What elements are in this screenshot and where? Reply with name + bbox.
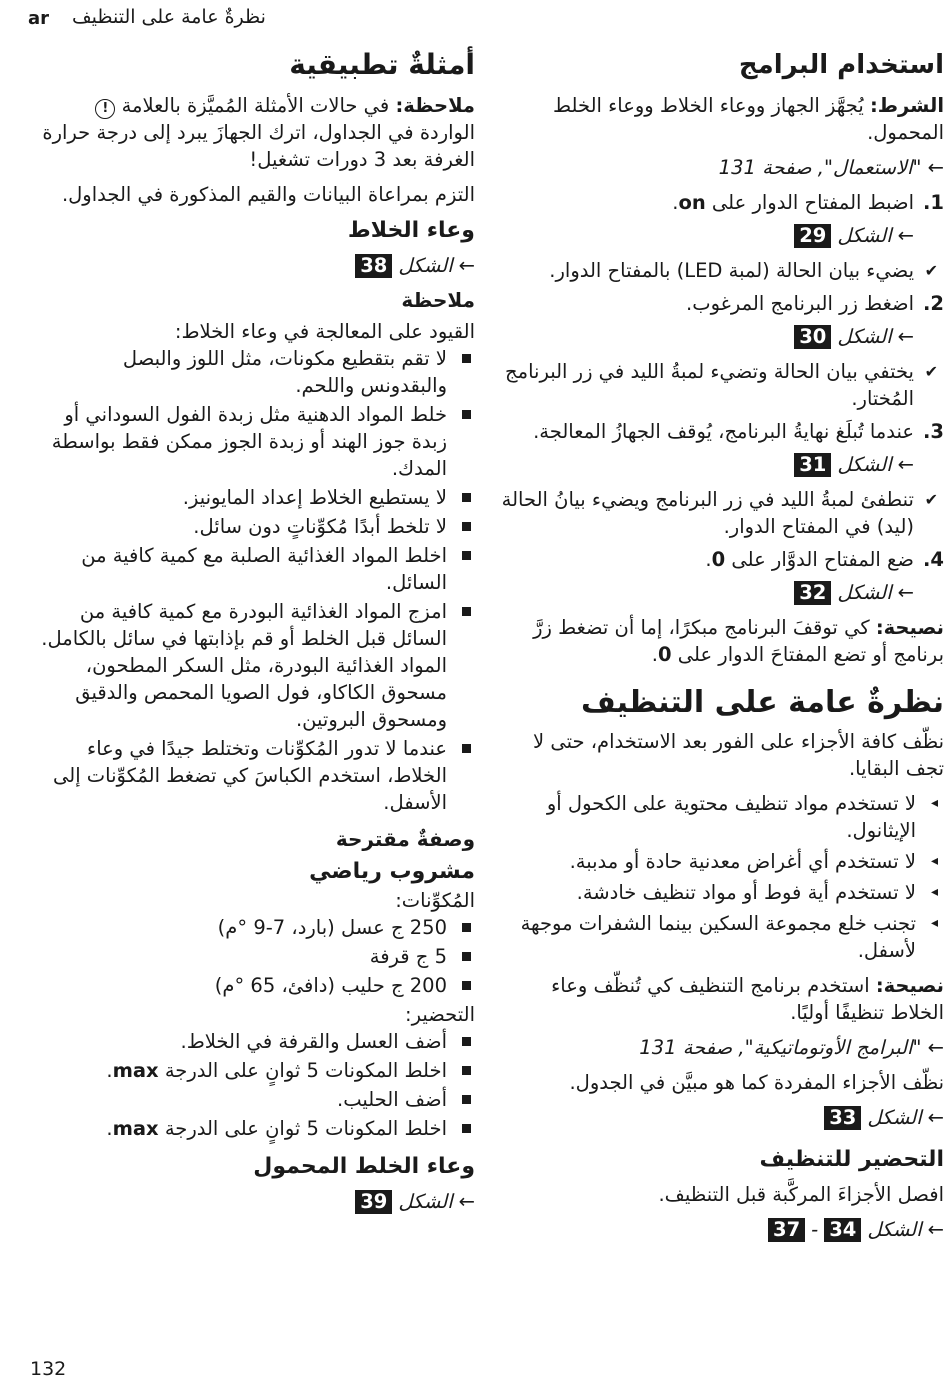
list-item-text: أضف الحليب.: [337, 1088, 447, 1111]
step-2: [499, 290, 944, 317]
step-text: ضع المفتاح الدوَّار على: [725, 548, 914, 571]
result-text: تنطفئ لمبةُ الليد في زر البرنامج ويضيء بيانُ الحالة (ليد) في المفتاح الدوار.: [501, 488, 914, 538]
note-heading: ملاحظة: [401, 288, 475, 312]
section-title-blender-jug: وعاء الخلاط: [347, 218, 475, 243]
result-item: [499, 486, 944, 540]
list-item-text: لا تستخدم أية فوط أو مواد تنظيف خادشة.: [576, 881, 916, 904]
result-item: [499, 358, 944, 412]
step-4: [499, 546, 944, 573]
list-item: [499, 879, 944, 906]
triangle-bullet-icon: ◂: [930, 795, 938, 811]
figure-number: 33: [824, 1106, 861, 1130]
list-item: [35, 914, 475, 941]
program-steps: [499, 189, 944, 606]
square-bullet-icon: [462, 952, 471, 961]
figure-label: الشكل: [867, 1218, 922, 1241]
list-item: [35, 943, 475, 970]
square-bullet-icon: [462, 923, 471, 932]
arrow-icon: ←: [897, 224, 914, 247]
list-item-text: اخلط المكونات 5 ثوانٍ على الدرجة: [158, 1059, 447, 1082]
tip-text: استخدم برنامج التنظيف كي تُنظّف وعاء الخلاط تنظيفًا أوليًا.: [551, 974, 944, 1024]
preparation-label: التحضير:: [405, 1003, 475, 1026]
square-bullet-icon: [462, 744, 471, 753]
step-number: 3.: [923, 420, 944, 443]
restrictions-list: [35, 345, 475, 816]
step-text: اضبط المفتاح الدوار على: [705, 191, 914, 214]
note-text: الواردة في الجداول، اترك الجهازَ يبرد إلى درجة حرارة الغرفة بعد 3 دورات تشغيل!: [42, 121, 475, 171]
tip-label: نصيحة:: [875, 616, 944, 639]
tip-cleaning-program: [499, 972, 944, 1026]
figure-ref-39: [35, 1188, 475, 1215]
list-item-text: خلط المواد الدهنية مثل زبدة الفول السوداني أو زبدة جوز الهند أو زبدة الجوز ممكن فقط بواسطة المدك.: [51, 403, 447, 480]
reference-text: "الاستعمال", صفحة 131: [718, 156, 922, 179]
figure-label: الشكل: [398, 1190, 453, 1213]
list-item: [35, 401, 475, 482]
list-item-text: لا يستطيع الخلاط إعداد المايونيز.: [182, 486, 447, 509]
note-label: ملاحظة:: [395, 94, 475, 117]
obey-values-text: التزم بمراعاة البيانات والقيم المذكورة في الجداول.: [61, 183, 475, 206]
step-number: 2.: [923, 292, 944, 315]
list-item-text: لا تستخدم مواد تنظيف محتوية على الكحول أو الإيثانول.: [546, 792, 916, 842]
list-item: [35, 735, 475, 816]
triangle-bullet-icon: ◂: [930, 853, 938, 869]
square-bullet-icon: [462, 981, 471, 990]
result-text: يختفي بيان الحالة وتضيء لمبةُ الليد في زر البرنامج المُختار.: [505, 360, 914, 410]
list-item: [35, 345, 475, 399]
square-bullet-icon: [462, 607, 471, 616]
figure-number: 38: [355, 254, 392, 278]
step-text-end: .: [672, 191, 679, 214]
arrow-icon: ←: [897, 325, 914, 348]
figure-label: الشكل: [837, 453, 892, 476]
list-item: [35, 598, 475, 733]
square-bullet-icon: [462, 522, 471, 531]
tip-value: 0: [657, 643, 672, 666]
list-item: [35, 1086, 475, 1113]
list-item: [499, 910, 944, 964]
cleaning-intro: نظّف كافة الأجزاء على الفور بعد الاستخدام، حتى لا تجف البقايا.: [533, 730, 944, 780]
checkmark-icon: ✔: [924, 261, 938, 280]
cleaning-warnings: [499, 790, 944, 964]
clean-parts-text: نظّف الأجزاء المفردة كما هو مبيَّن في الجدول.: [569, 1071, 944, 1094]
running-header-title: نظرةٌ عامة على التنظيف: [72, 6, 266, 28]
section-title-using-programs: استخدام البرامج: [738, 50, 944, 80]
drink-title: مشروب رياضي: [309, 859, 475, 884]
step-value: 0: [711, 548, 726, 571]
left-column: [35, 48, 475, 1223]
checkmark-icon: ✔: [924, 490, 938, 509]
arrow-icon: ←: [927, 156, 944, 179]
square-bullet-icon: [462, 1066, 471, 1075]
step-text-end: .: [705, 548, 712, 571]
list-item-text: أضف العسل والقرفة في الخلاط.: [180, 1030, 447, 1053]
figure-ref-29: [499, 222, 944, 249]
tip-label: نصيحة:: [875, 974, 944, 997]
arrow-icon: ←: [897, 453, 914, 476]
square-bullet-icon: [462, 410, 471, 419]
figure-ref-32: [499, 579, 944, 606]
square-bullet-icon: [462, 354, 471, 363]
arrow-icon: ←: [927, 1036, 944, 1059]
section-title-portable-jug: وعاء الخلط المحمول: [253, 1154, 475, 1179]
figure-label: الشكل: [837, 581, 892, 604]
step-3: [499, 418, 944, 445]
tip-stop-program: [499, 614, 944, 668]
figure-number: 34: [824, 1218, 861, 1242]
list-item: [35, 542, 475, 596]
arrow-icon: ←: [927, 1106, 944, 1129]
arrow-icon: ←: [458, 1190, 475, 1213]
cross-reference[interactable]: [499, 154, 944, 181]
section-title-cleaning-overview: نظرةٌ عامة على التنظيف: [580, 685, 944, 720]
figure-ref-30: [499, 323, 944, 350]
figure-number: 31: [794, 453, 831, 477]
list-item: [35, 972, 475, 999]
triangle-bullet-icon: ◂: [930, 884, 938, 900]
step-number: 1.: [923, 191, 944, 214]
section-title-cleaning-prep: التحضير للتنظيف: [759, 1147, 944, 1172]
triangle-bullet-icon: ◂: [930, 915, 938, 931]
arrow-icon: ←: [458, 254, 475, 277]
tip-end: .: [651, 643, 658, 666]
note-paragraph: [35, 92, 475, 173]
checkmark-icon: ✔: [924, 362, 938, 381]
list-item: [35, 1028, 475, 1055]
ingredients-list: [35, 914, 475, 999]
result-text: يضيء بيان الحالة (لمبة LED) بالمفتاح الدوار.: [549, 259, 914, 282]
restrictions-intro: القيود على المعالجة في وعاء الخلاط:: [174, 320, 475, 343]
ingredients-label: المُكوِّنات:: [395, 889, 475, 912]
figure-number: 32: [794, 581, 831, 605]
step-text: اضغط زر البرنامج المرغوب.: [686, 292, 914, 315]
result-item: [499, 257, 944, 284]
step-1: [499, 189, 944, 216]
square-bullet-icon: [462, 1037, 471, 1046]
prep-text: افصل الأجزاءَ المركَّبة قبل التنظيف.: [658, 1183, 944, 1206]
figure-ref-34-37: [499, 1216, 944, 1243]
list-item-text: 5 ج قرفة: [369, 945, 447, 968]
list-item: اخلط المكونات 5 ثوانٍ على الدرجة max.: [35, 1057, 475, 1084]
list-item: [499, 848, 944, 875]
list-item: [35, 484, 475, 511]
square-bullet-icon: [462, 551, 471, 560]
condition-paragraph: [499, 92, 944, 146]
speed-value: max: [112, 1059, 159, 1082]
warning-icon: !: [95, 99, 115, 119]
note-text: في حالات الأمثلة المُميَّزة بالعلامة: [115, 94, 396, 117]
page-number: 132: [30, 1358, 67, 1380]
list-item-text: اخلط المواد الغذائية الصلبة مع كمية كافية من السائل.: [81, 544, 447, 594]
square-bullet-icon: [462, 1124, 471, 1133]
list-item-text: لا تقم بتقطيع مكونات، مثل اللوز والبصل والبقدونس واللحم.: [122, 347, 447, 397]
figure-ref-33: [499, 1104, 944, 1131]
list-item-text: 250 ج عسل (بارد، 7-9 °م): [217, 916, 447, 939]
right-column: [499, 48, 944, 1251]
list-item: [35, 513, 475, 540]
figure-label: الشكل: [837, 224, 892, 247]
list-item-text: لا تستخدم أي أغراض معدنية حادة أو مدببة.: [569, 850, 916, 873]
list-item-text: اخلط المكونات 5 ثوانٍ على الدرجة: [158, 1117, 447, 1140]
list-item-text: لا تلخط أبدًا مُكوِّناتٍ دون سائل.: [193, 515, 447, 538]
figure-range-dash: -: [811, 1218, 819, 1241]
square-bullet-icon: [462, 1095, 471, 1104]
list-item: [499, 790, 944, 844]
list-item-text: عندما لا تدور المُكوِّنات وتختلط جيدًا في وعاء الخلاط، استخدم الكباسَ كي تضغط المُكوِّنات إلى الأسفل.: [53, 737, 447, 814]
figure-number: 30: [794, 325, 831, 349]
list-item-text: تجنب خلع مجموعة السكين بينما الشفرات موجهة لأسفل.: [520, 912, 916, 962]
step-text: عندما تُبلَغ نهايةُ البرنامج، يُوقف الجهازُ المعالجة.: [533, 420, 914, 443]
figure-number: 29: [794, 224, 831, 248]
list-item-text: 200 ج حليب (دافئ، 65 °م): [214, 974, 447, 997]
language-code: ar: [28, 8, 50, 29]
step-number: 4.: [923, 548, 944, 571]
condition-text: يُجهَّز الجهاز ووعاء الخلاط ووعاء الخلط المحمول.: [553, 94, 944, 144]
square-bullet-icon: [462, 493, 471, 502]
step-value: on: [678, 191, 706, 214]
recipe-heading: وصفةٌ مقترحة: [335, 827, 475, 851]
tip-text: كي توقفَ البرنامج مبكرًا، إما أن تضغط زرَّ برنامج أو تضع المفتاحَ الدوار على: [533, 616, 944, 666]
figure-label: الشكل: [867, 1106, 922, 1129]
figure-label: الشكل: [398, 254, 453, 277]
list-item-text: امزج المواد الغذائية البودرة مع كمية كافية من السائل قبل الخلط أو قم بإذابتها في سائل بالكامل. المواد الغذائية البودرة، مثل السكر المطحون، مسحوق الكاكاو، فول الصويا المحمص والدقيق ومسحوق البروتين.: [41, 600, 447, 731]
figure-ref-31: [499, 451, 944, 478]
figure-ref-38: [35, 252, 475, 279]
list-item: اخلط المكونات 5 ثوانٍ على الدرجة max.: [35, 1115, 475, 1142]
arrow-icon: ←: [897, 581, 914, 604]
reference-text: "البرامج الأوتوماتيكية", صفحة 131: [639, 1036, 922, 1059]
cross-reference[interactable]: [499, 1034, 944, 1061]
section-title-application-examples: أمثلةٌ تطبيقية: [289, 48, 475, 81]
figure-label: الشكل: [837, 325, 892, 348]
condition-label: الشرط:: [869, 94, 944, 117]
speed-value: max: [112, 1117, 159, 1140]
arrow-icon: ←: [927, 1218, 944, 1241]
figure-number: 37: [768, 1218, 805, 1242]
figure-number: 39: [355, 1190, 392, 1214]
preparation-list: [35, 1028, 475, 1142]
